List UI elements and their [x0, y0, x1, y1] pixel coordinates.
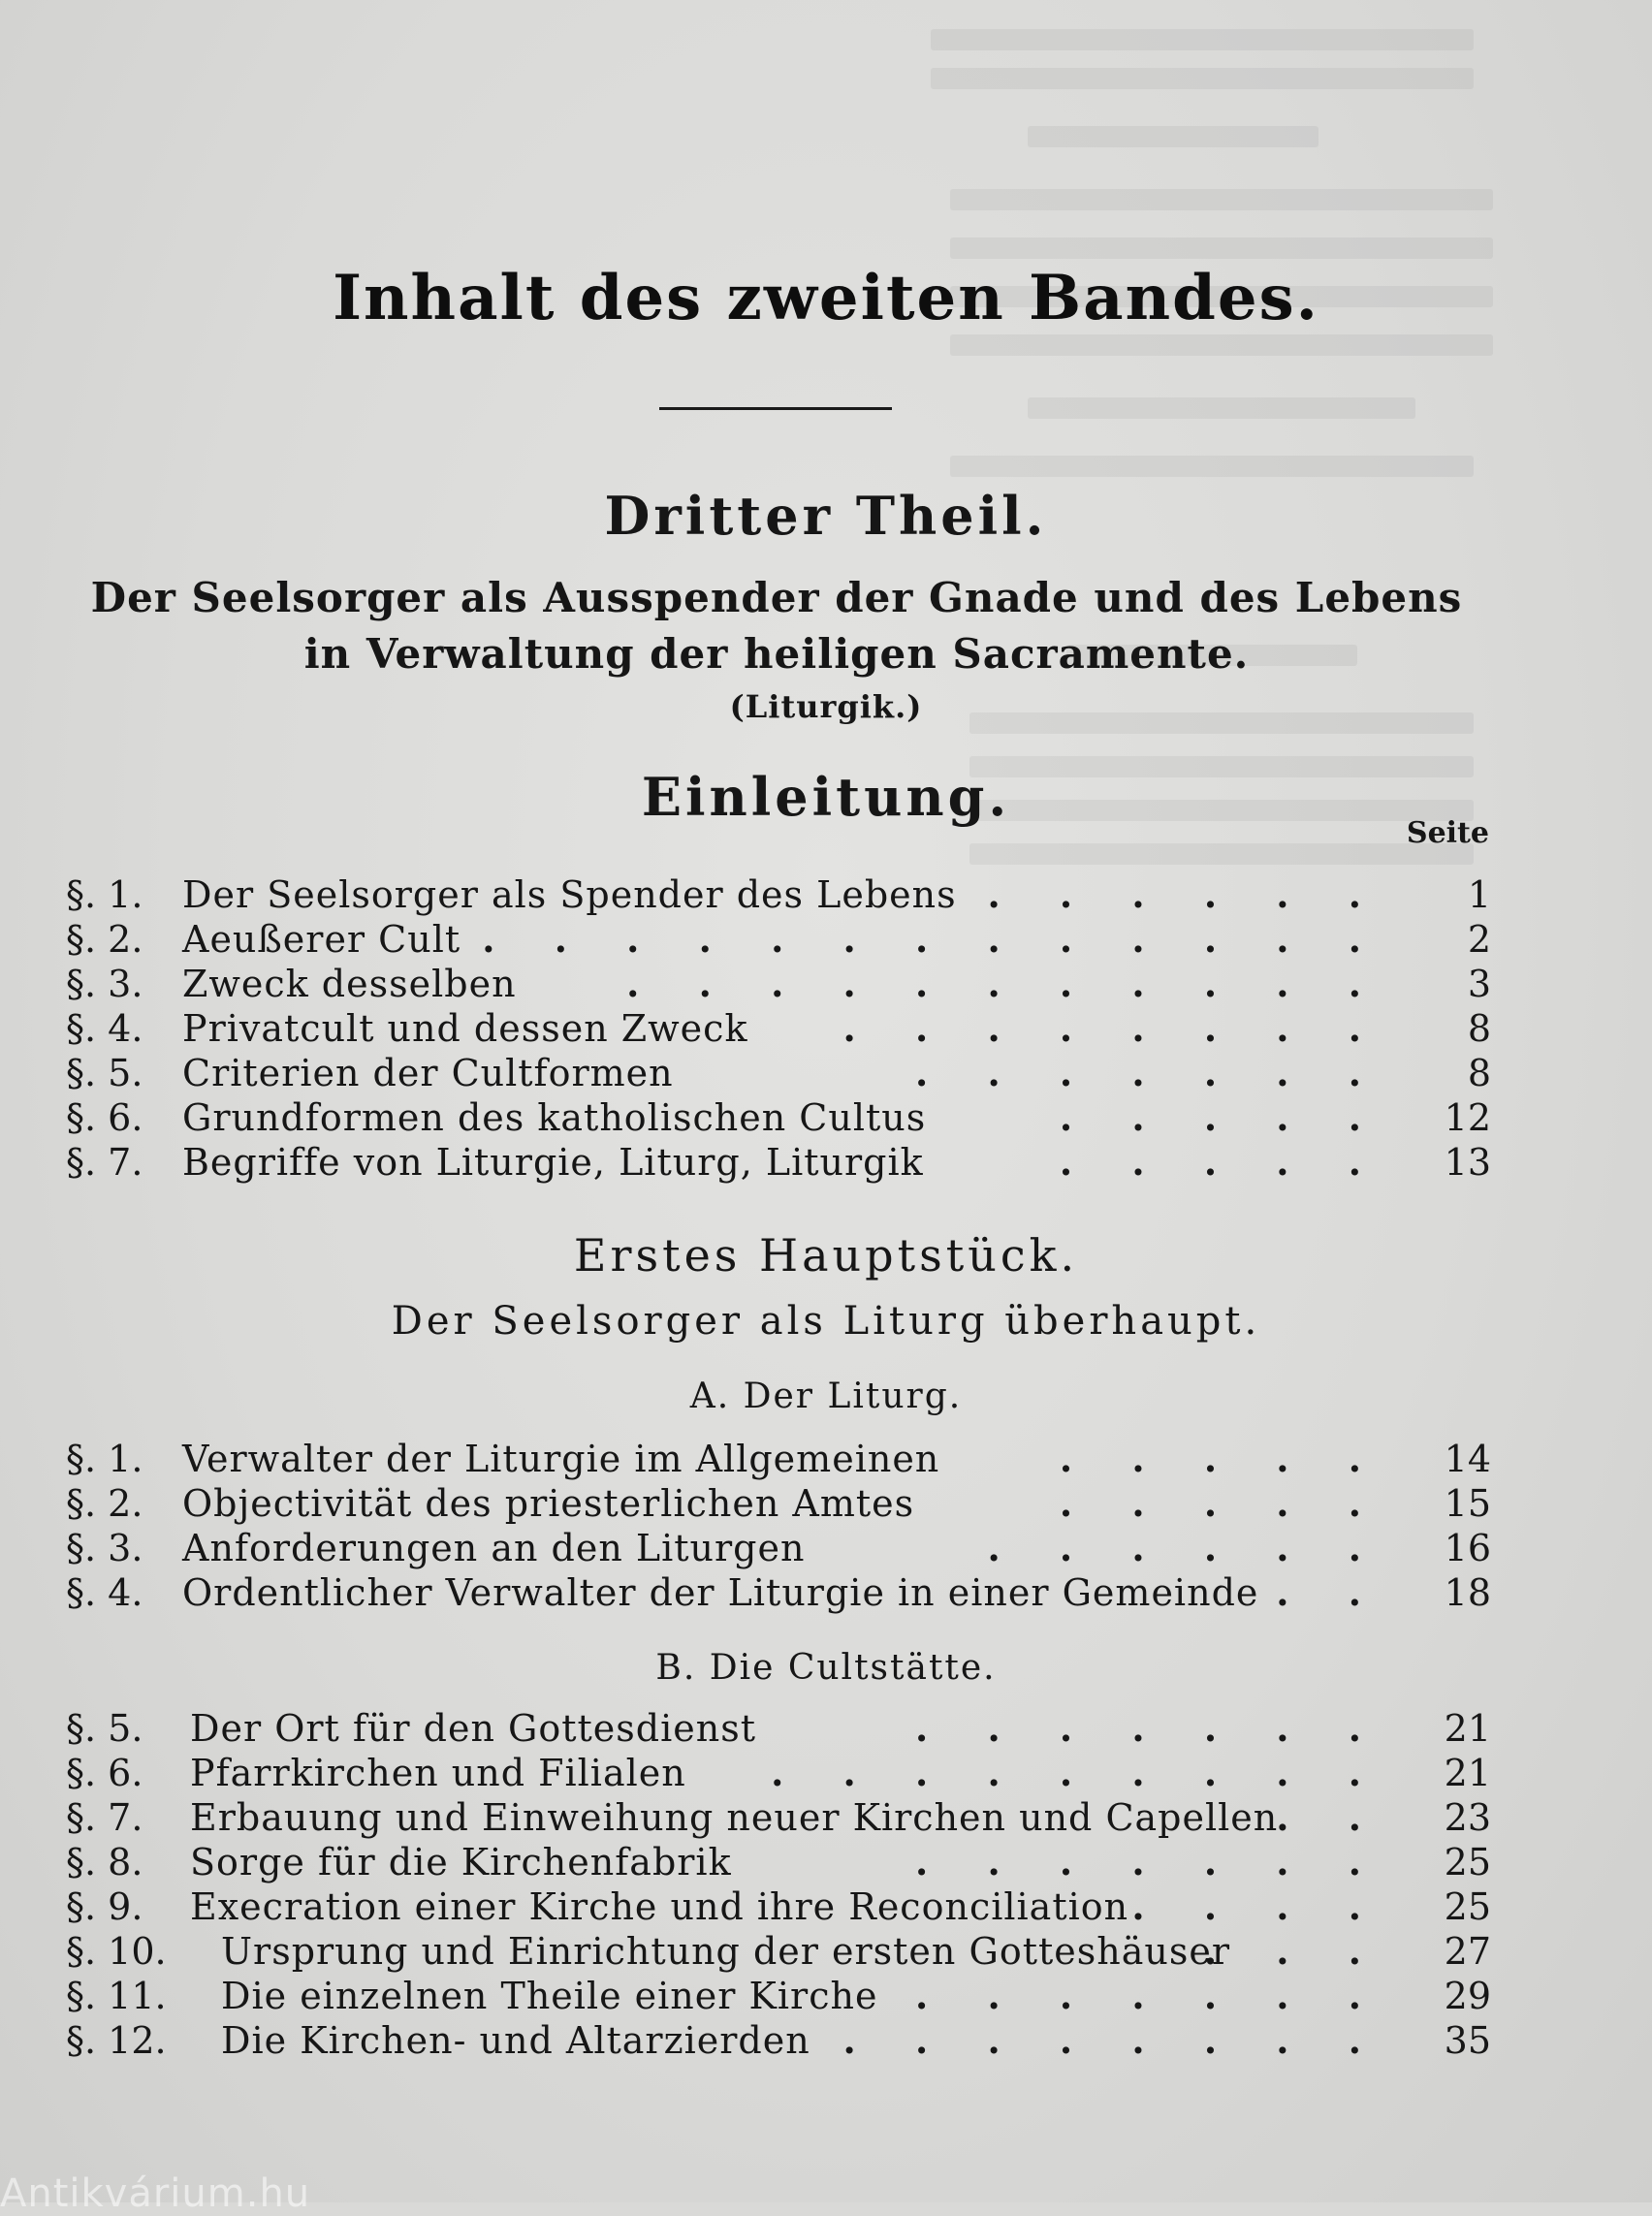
entry-page: 25 — [1444, 1885, 1491, 1928]
entry-number: §. 4. — [66, 1007, 143, 1050]
entry-title: Zweck desselben — [182, 963, 517, 1005]
leader-dots: . . . . . . — [987, 872, 1384, 916]
entry-page: 16 — [1444, 1527, 1491, 1569]
leader-dots: . . — [1276, 1570, 1384, 1614]
toc-entry — [66, 1929, 1491, 1974]
toc-entry — [66, 1795, 1491, 1840]
entry-number: §. 3. — [66, 963, 143, 1005]
toc-entry — [66, 1706, 1491, 1751]
entry-number: §. 12. — [66, 2019, 167, 2062]
toc-entry — [66, 962, 1491, 1006]
leader-dots: . . . . . — [1059, 1481, 1384, 1525]
entry-number: §. 5. — [66, 1707, 143, 1750]
entry-number: §. 2. — [66, 918, 143, 961]
entry-title: Ordentlicher Verwalter der Liturgie in einer Gemeinde — [182, 1571, 1259, 1614]
entry-title: Die Kirchen- und Altarzierden — [221, 2019, 810, 2062]
entry-number: §. 1. — [66, 873, 143, 916]
section-a-heading: A. Der Liturg. — [689, 1377, 963, 1416]
toc-entry — [66, 1006, 1491, 1051]
entry-title: Der Ort für den Gottesdienst — [190, 1707, 756, 1750]
entry-title: Ursprung und Einrichtung der ersten Gotteshäuser — [221, 1930, 1230, 1973]
chapter-subheading: Der Seelsorger als Liturg überhaupt. — [391, 1299, 1261, 1344]
entry-page: 8 — [1467, 1007, 1491, 1050]
entry-title: Aeußerer Cult — [182, 918, 461, 961]
entry-title: Privatcult und dessen Zweck — [182, 1007, 748, 1050]
intro-heading: Einleitung. — [641, 766, 1011, 828]
entry-title: Der Seelsorger als Spender des Lebens — [182, 873, 957, 916]
entry-title: Verwalter der Liturgie im Allgemeinen — [182, 1438, 940, 1480]
toc-entry — [66, 1974, 1491, 2018]
entry-page: 35 — [1444, 2019, 1491, 2062]
entry-page: 13 — [1444, 1141, 1491, 1184]
entry-page: 15 — [1444, 1482, 1491, 1525]
entry-page: 3 — [1467, 963, 1491, 1005]
toc-entry — [66, 1481, 1491, 1526]
toc-entry — [66, 1051, 1491, 1095]
entry-page: 14 — [1444, 1438, 1491, 1480]
leader-dots: . . . . . . . . . — [771, 1751, 1384, 1794]
entry-page: 1 — [1467, 873, 1491, 916]
entry-number: §. 11. — [66, 1975, 167, 2017]
entry-title: Die einzelnen Theile einer Kirche — [221, 1975, 878, 2017]
entry-page: 18 — [1444, 1571, 1491, 1614]
entry-page: 23 — [1444, 1796, 1491, 1839]
entry-page: 2 — [1467, 918, 1491, 961]
entry-number: §. 1. — [66, 1438, 143, 1480]
entry-page: 12 — [1444, 1096, 1491, 1139]
toc-entry — [66, 1751, 1491, 1795]
leader-dots: . . . . — [1131, 1884, 1384, 1928]
part-subtitle: Der Seelsorger als Ausspender der Gnade und des Lebens in Verwaltung der heiligen Sacramente. — [90, 574, 1463, 678]
entry-title: Criterien der Cultformen — [182, 1052, 674, 1094]
toc-entry — [66, 1437, 1491, 1481]
part-parenthetical: (Liturgik.) — [729, 688, 923, 725]
entry-page: 21 — [1444, 1707, 1491, 1750]
toc-entry — [66, 917, 1491, 962]
leader-dots: . . . — [1203, 1929, 1384, 1973]
section-b-heading: B. Die Cultstätte. — [655, 1648, 997, 1688]
entry-title: Begriffe von Liturgie, Liturg, Liturgik — [182, 1141, 924, 1184]
entry-number: §. 10. — [66, 1930, 167, 1973]
leader-dots: . . . . . — [1059, 1140, 1384, 1184]
entry-number: §. 2. — [66, 1482, 143, 1525]
leader-dots: . . — [1276, 1795, 1384, 1839]
entry-number: §. 8. — [66, 1841, 143, 1884]
toc-entry — [66, 1526, 1491, 1570]
toc-entry — [66, 1570, 1491, 1615]
entry-title: Grundformen des katholischen Cultus — [182, 1096, 927, 1139]
entry-title: Objectivität des priesterlichen Amtes — [182, 1482, 915, 1525]
title-divider — [659, 407, 892, 410]
watermark: Antikvárium.hu — [0, 2171, 311, 2216]
leader-dots: . . . . . — [1059, 1095, 1384, 1139]
leader-dots: . . . . . . . . — [842, 2018, 1384, 2062]
toc-entry — [66, 1884, 1491, 1929]
toc-entry — [66, 1840, 1491, 1884]
page-column-label: Seite — [1406, 816, 1489, 850]
entry-number: §. 3. — [66, 1527, 143, 1569]
toc-entry — [66, 2018, 1491, 2063]
toc-entry — [66, 1095, 1491, 1140]
leader-dots: . . . . . . . . . . . . . — [482, 917, 1384, 961]
leader-dots: . . . . . . — [987, 1526, 1384, 1569]
chapter-heading: Erstes Hauptstück. — [573, 1229, 1079, 1282]
leader-dots: . . . . . . . — [915, 1706, 1384, 1750]
leader-dots: . . . . . . . — [915, 1051, 1384, 1094]
entry-number: §. 9. — [66, 1885, 143, 1928]
entry-page: 21 — [1444, 1752, 1491, 1794]
entry-title: Anforderungen an den Liturgen — [182, 1527, 806, 1569]
entry-number: §. 4. — [66, 1571, 143, 1614]
entry-number: §. 6. — [66, 1752, 143, 1794]
entry-title: Erbauung und Einweihung neuer Kirchen und Capellen — [190, 1796, 1279, 1839]
toc-entry — [66, 872, 1491, 917]
part-heading: Dritter Theil. — [604, 485, 1048, 547]
entry-page: 29 — [1444, 1975, 1491, 2017]
volume-title: Inhalt des zweiten Bandes. — [333, 262, 1319, 334]
leader-dots: . . . . . . . — [915, 1974, 1384, 2017]
entry-page: 25 — [1444, 1841, 1491, 1884]
entry-page: 8 — [1467, 1052, 1491, 1094]
entry-number: §. 7. — [66, 1141, 143, 1184]
leader-dots: . . . . . — [1059, 1437, 1384, 1480]
entry-number: §. 5. — [66, 1052, 143, 1094]
entry-title: Sorge für die Kirchenfabrik — [190, 1841, 732, 1884]
toc-entry — [66, 1140, 1491, 1185]
entry-page: 27 — [1444, 1930, 1491, 1973]
leader-dots: . . . . . . . . — [842, 1006, 1384, 1050]
entry-title: Pfarrkirchen und Filialen — [190, 1752, 686, 1794]
leader-dots: . . . . . . . — [915, 1840, 1384, 1884]
entry-title: Execration einer Kirche und ihre Reconciliation — [190, 1885, 1129, 1928]
leader-dots: . . . . . . . . . . . — [626, 962, 1384, 1005]
entry-number: §. 6. — [66, 1096, 143, 1139]
entry-number: §. 7. — [66, 1796, 143, 1839]
